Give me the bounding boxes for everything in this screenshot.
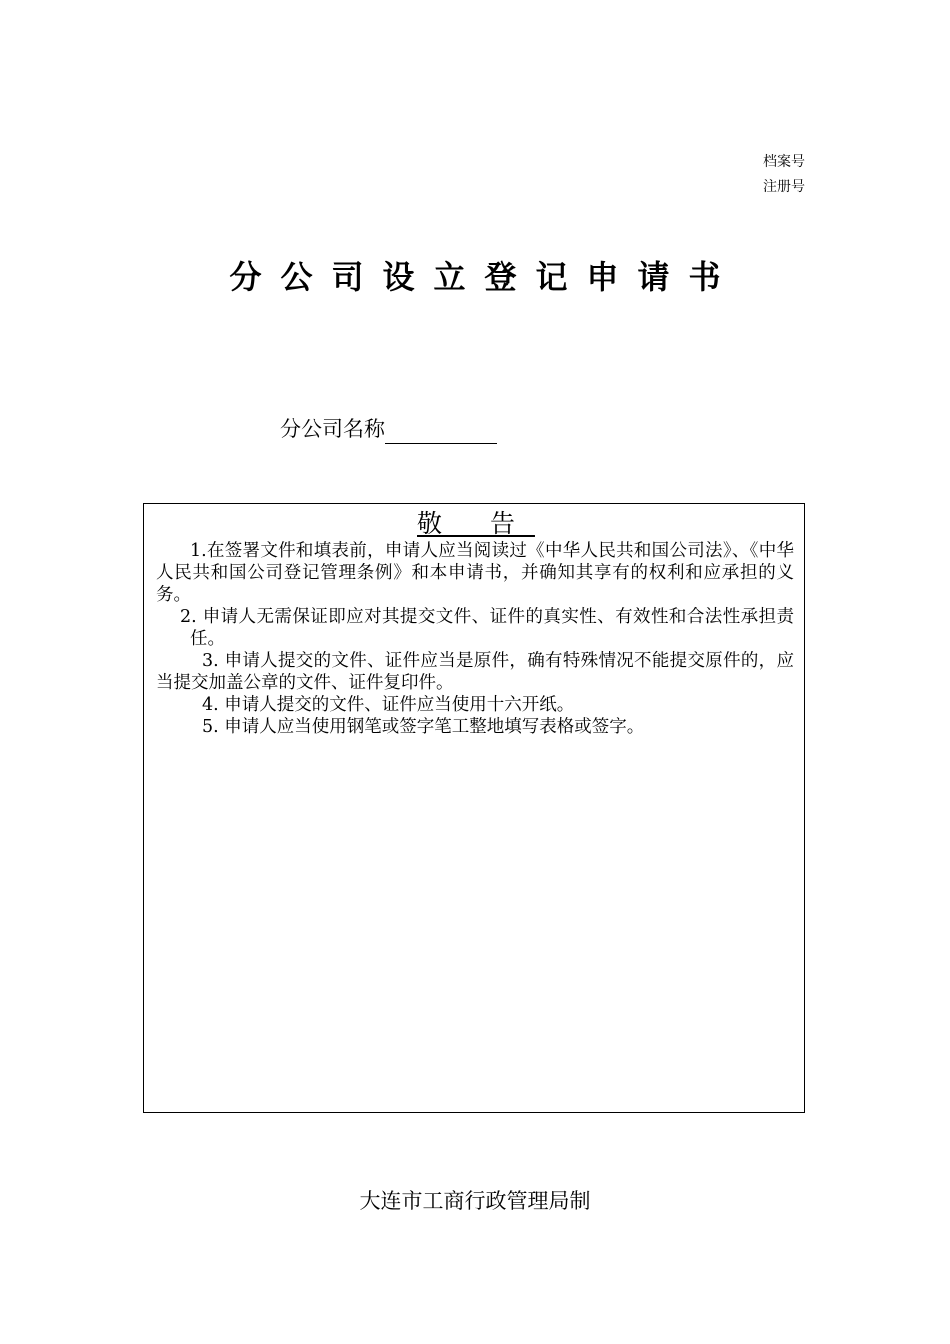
branch-name-field[interactable]	[385, 417, 497, 444]
notice-item: 5. 申请人应当使用钢笔或签字笔工整地填写表格或签字。	[202, 717, 645, 737]
notice-item: 4. 申请人提交的文件、证件应当使用十六开纸。	[202, 695, 575, 715]
notice-item: 2. 申请人无需保证即应对其提交文件、证件的真实性、有效性和合法性承担责任。	[180, 607, 794, 649]
notice-heading-text: 敬 告	[417, 509, 535, 538]
branch-name-row	[280, 414, 497, 444]
notice-item: 3. 申请人提交的文件、证件应当是原件，确有特殊情况不能提交原件的，应当提交加盖公章的文件、证件复印件。	[156, 651, 794, 693]
branch-name-label: 分公司名称	[280, 417, 385, 441]
notice-box	[143, 503, 805, 1113]
notice-list	[144, 540, 804, 738]
notice-item: 1.在签署文件和填表前，申请人应当阅读过《中华人民共和国公司法》、《中华人民共和国公司登记管理条例》和本申请书，并确知其享有的权利和应承担的义务。	[156, 541, 794, 605]
page-title: 分公司设立登记申请书	[229, 258, 740, 296]
registration-number-label: 注册号	[763, 179, 805, 195]
issuer-footer: 大连市工商行政管理局制	[359, 1189, 591, 1213]
archive-number-label: 档案号	[763, 154, 805, 170]
notice-heading	[144, 508, 804, 540]
archive-numbers	[763, 150, 805, 200]
